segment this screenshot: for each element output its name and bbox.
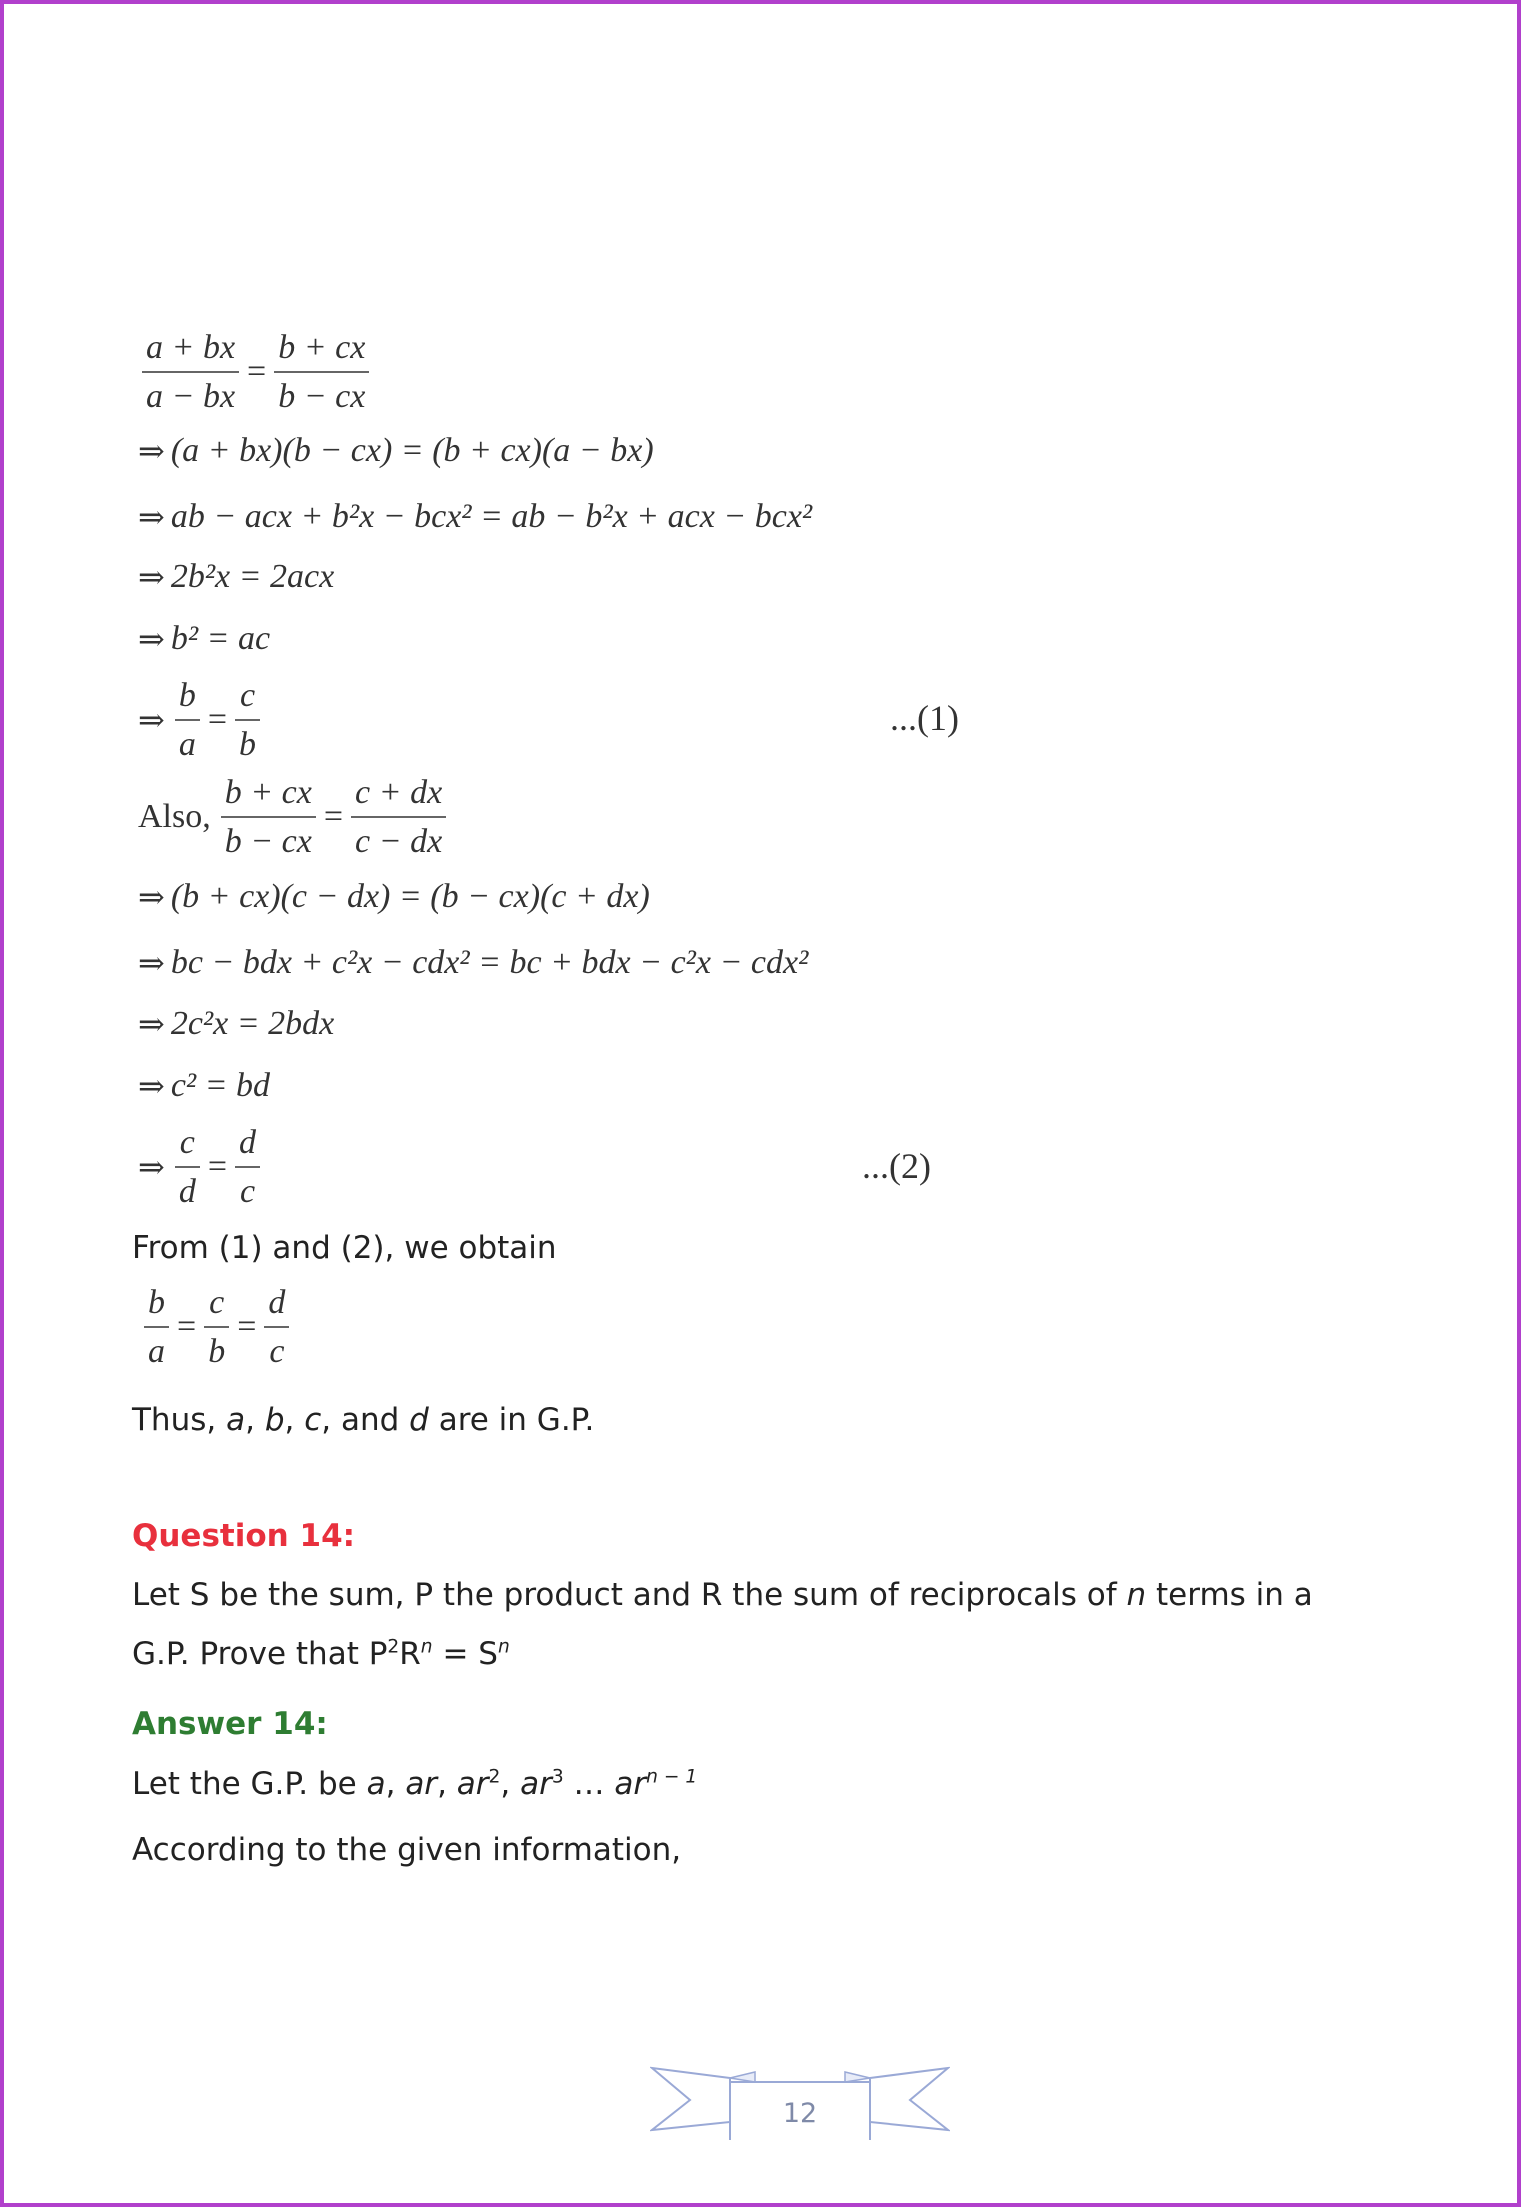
- conclusion-prefix: Thus,: [132, 1402, 227, 1438]
- equation-line-8: [138, 878, 650, 916]
- equals-sign: =: [207, 701, 227, 739]
- fraction: [142, 328, 239, 416]
- from-text: From (1) and (2), we obtain: [132, 1230, 557, 1266]
- gp-term: ar: [614, 1766, 647, 1802]
- implies-arrow-icon: ⇒: [138, 702, 165, 739]
- page-number: 12: [782, 2098, 818, 2129]
- denominator: c: [239, 1173, 256, 1211]
- equation-line-11: [138, 1067, 270, 1105]
- superscript: 2: [488, 1766, 501, 1788]
- implies-arrow-icon: ⇒: [138, 433, 165, 469]
- numerator: b + cx: [278, 329, 366, 366]
- equation-line-4: [138, 558, 334, 596]
- equation-line-10: [138, 1005, 334, 1043]
- implies-arrow-icon: ⇒: [138, 1149, 165, 1186]
- var-n: n: [1126, 1577, 1147, 1613]
- gp-term: ar: [405, 1766, 438, 1802]
- text-segment: Let S be the sum, P the product and R the sum of reciprocals of: [132, 1577, 1127, 1613]
- numerator: c: [179, 1124, 195, 1161]
- numerator: b: [178, 677, 196, 714]
- question-text-line-1: [132, 1577, 1313, 1613]
- combined-equation: [140, 1283, 293, 1371]
- implies-arrow-icon: ⇒: [138, 499, 165, 535]
- implies-arrow-icon: ⇒: [138, 621, 165, 657]
- equation-line-1: [138, 328, 373, 416]
- implies-arrow-icon: ⇒: [138, 1006, 165, 1042]
- denominator: d: [178, 1173, 196, 1211]
- equals-sign: =: [247, 353, 267, 391]
- conclusion-suffix: are in G.P.: [428, 1402, 595, 1438]
- equation-text: (a + bx)(b − cx) = (b + cx)(a − bx): [170, 432, 654, 469]
- conjunction: , and: [321, 1402, 410, 1438]
- implies-arrow-icon: ⇒: [138, 879, 165, 915]
- implies-arrow-icon: ⇒: [138, 945, 165, 981]
- numerator: b: [148, 1284, 165, 1321]
- fraction: [204, 1283, 229, 1371]
- text-segment: G.P. Prove that P: [132, 1636, 388, 1672]
- conclusion-text: Thus, a, b, c, and d are in G.P.: [132, 1402, 595, 1438]
- text-segment: Let the G.P. be: [132, 1766, 367, 1802]
- fraction: [175, 1123, 200, 1211]
- numerator: a + bx: [146, 329, 236, 366]
- superscript: n: [420, 1636, 433, 1658]
- numerator: b + cx: [224, 774, 312, 811]
- superscript: n − 1: [646, 1766, 698, 1788]
- implies-arrow-icon: ⇒: [138, 559, 165, 595]
- question-text-line-2: [132, 1636, 510, 1672]
- fraction: [235, 1123, 260, 1211]
- gp-term: ar: [520, 1766, 552, 1802]
- equation-line-3: [138, 498, 812, 536]
- denominator: c: [269, 1333, 285, 1371]
- equation-text: 2b²x = 2acx: [170, 558, 335, 595]
- denominator: a: [148, 1333, 165, 1371]
- equation-text: 2c²x = 2bdx: [170, 1005, 335, 1042]
- equation-line-6: [138, 676, 264, 764]
- equation-tag-2: ...(2): [862, 1146, 931, 1186]
- superscript: 2: [387, 1636, 400, 1658]
- equation-line-7: [138, 773, 450, 861]
- also-label: Also,: [138, 798, 211, 836]
- equation-text: b² = ac: [170, 620, 271, 657]
- equals-sign: =: [207, 1148, 227, 1186]
- var-b: b: [264, 1402, 285, 1438]
- fraction: [175, 676, 200, 764]
- fraction: [144, 1283, 169, 1371]
- text-segment: = S: [432, 1636, 498, 1672]
- denominator: b: [239, 726, 256, 764]
- superscript: n: [497, 1636, 510, 1658]
- denominator: b: [208, 1333, 226, 1371]
- equation-text: bc − bdx + c²x − cdx² = bc + bdx − c²x − cdx²: [170, 944, 809, 981]
- fraction: [235, 676, 260, 764]
- equation-line-5: [138, 620, 270, 658]
- equals-sign: =: [177, 1308, 197, 1346]
- answer-text-line-1: Let the G.P. be a, ar, $ar^2$, $ar^3$ … $ar^{n - 1}$: [132, 1766, 698, 1802]
- var-d: d: [409, 1402, 429, 1438]
- fraction: [351, 773, 446, 861]
- var-a: a: [226, 1402, 246, 1438]
- equals-sign: =: [237, 1308, 257, 1346]
- question-heading: Question 14:: [132, 1518, 356, 1554]
- numerator: d: [239, 1124, 256, 1161]
- ellipsis: …: [563, 1766, 615, 1802]
- gp-term: ar: [456, 1766, 489, 1802]
- equation-tag-1: ...(1): [890, 698, 959, 738]
- text-segment: terms in a: [1146, 1577, 1313, 1613]
- denominator: a − bx: [146, 378, 236, 416]
- equation-text: (b + cx)(c − dx) = (b − cx)(c + dx): [170, 878, 650, 915]
- equation-line-12: [138, 1123, 264, 1211]
- fraction: [274, 328, 369, 416]
- implies-arrow-icon: ⇒: [138, 1068, 165, 1104]
- numerator: c: [239, 677, 256, 714]
- numerator: c + dx: [355, 774, 443, 811]
- equation-text: c² = bd: [170, 1067, 271, 1104]
- equation-line-2: [138, 432, 654, 470]
- denominator: c − dx: [355, 823, 443, 861]
- fraction: [221, 773, 316, 861]
- denominator: a: [178, 726, 196, 764]
- equation-text: ab − acx + b²x − bcx² = ab − b²x + acx − bcx²: [170, 498, 813, 535]
- equation-line-9: [138, 944, 808, 982]
- superscript: 3: [551, 1766, 564, 1788]
- denominator: b − cx: [278, 378, 366, 416]
- numerator: d: [268, 1284, 286, 1321]
- numerator: c: [209, 1284, 225, 1321]
- var-c: c: [304, 1402, 322, 1438]
- answer-heading: Answer 14:: [132, 1706, 328, 1742]
- answer-text-line-2: According to the given information,: [132, 1832, 682, 1868]
- equals-sign: =: [323, 798, 344, 836]
- text-segment: R: [399, 1636, 421, 1672]
- denominator: b − cx: [224, 823, 312, 861]
- fraction: [264, 1283, 289, 1371]
- gp-term: a: [366, 1766, 386, 1802]
- page-number-banner: [650, 2050, 950, 2140]
